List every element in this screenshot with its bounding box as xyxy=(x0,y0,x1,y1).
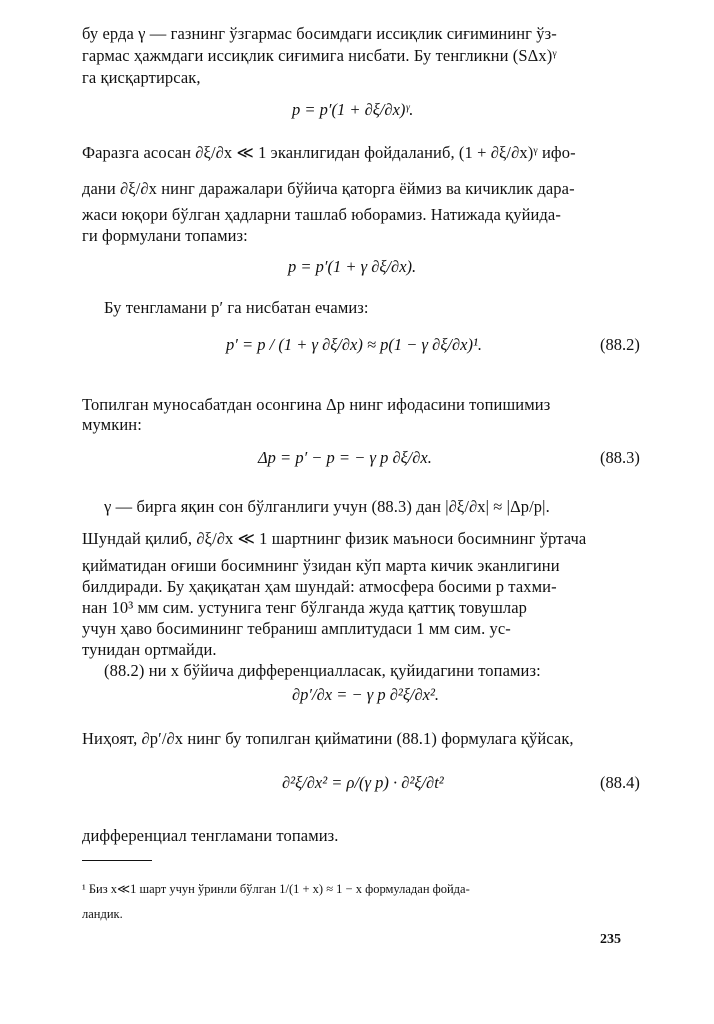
equation-4: Δp = p′ − p = − γ p ∂ξ/∂x. xyxy=(258,448,432,467)
text-line: жаси юқори бўлган ҳадларни ташлаб юборамиз. Натижада қуйида- xyxy=(82,205,561,224)
equation-number: (88.2) xyxy=(600,335,640,354)
footnote-rule xyxy=(82,860,152,861)
text-line: Фаразга асосан ∂ξ/∂x ≪ 1 эканлигидан фойдаланиб, (1 + ∂ξ/∂x)ᵞ ифо- xyxy=(82,143,576,162)
text-line: билдиради. Бу ҳақиқатан ҳам шундай: атмосфера босими p тахми- xyxy=(82,577,557,596)
equation-1: p = p′(1 + ∂ξ/∂x)ᵞ. xyxy=(292,100,414,119)
text-line: Бу тенгламани p′ га нисбатан ечамиз: xyxy=(104,298,369,317)
text-line: дани ∂ξ/∂x нинг даражалари бўйича қаторга ёймиз ва кичиклик дара- xyxy=(82,179,575,198)
equation-number: (88.4) xyxy=(600,773,640,792)
equation-number: (88.3) xyxy=(600,448,640,467)
equation-5: ∂p′/∂x = − γ p ∂²ξ/∂x². xyxy=(292,685,440,704)
page-number: 235 xyxy=(600,932,621,947)
text-line: дифференциал тенгламани топамиз. xyxy=(82,826,339,845)
text-line: мумкин: xyxy=(82,415,142,434)
text-line: Ниҳоят, ∂p′/∂x нинг бу топилган қийматини (88.1) формулага қўйсак, xyxy=(82,729,574,748)
equation-3: p′ = p / (1 + γ ∂ξ/∂x) ≈ p(1 − γ ∂ξ/∂x)¹. xyxy=(226,335,483,354)
text-line: нан 10³ мм сим. устунига тенг бўлганда жуда қаттиқ товушлар xyxy=(82,598,528,617)
equation-6: ∂²ξ/∂x² = ρ/(γ p) · ∂²ξ/∂t² xyxy=(282,773,444,792)
text-line: бу ерда γ — газнинг ўзгармас босимдаги иссиқлик сиғимининг ўз- xyxy=(82,24,557,43)
text-line: Шундай қилиб, ∂ξ/∂x ≪ 1 шартнинг физик маъноси босимнинг ўртача xyxy=(82,529,587,548)
text-line: Топилган муносабатдан осонгина Δp нинг ифодасини топишимиз xyxy=(82,395,551,414)
equation-2: p = p′(1 + γ ∂ξ/∂x). xyxy=(288,257,417,276)
text-line: га қисқартирсак, xyxy=(82,68,201,87)
footnote-line: ландик. xyxy=(82,907,123,921)
text-line: (88.2) ни x бўйича дифференциаллаcак, қуйидагини топамиз: xyxy=(104,661,541,680)
text-line: қийматидан оғиши босимнинг ўзидан кўп марта кичик эканлигини xyxy=(82,556,560,575)
footnote-line: ¹ Биз x≪1 шарт учун ўринли бўлган 1/(1 + x) ≈ 1 − x формуладан фойда- xyxy=(82,882,470,896)
text-line: тунидан ортмайди. xyxy=(82,640,217,659)
text-line: учун ҳаво босимининг тебраниш амплитудаси 1 мм сим. ус- xyxy=(82,619,511,638)
text-line: γ — бирга яқин сон бўлганлиги учун (88.3) дан |∂ξ/∂x| ≈ |Δp/p|. xyxy=(104,497,550,516)
text-line: ги формулани топамиз: xyxy=(82,226,248,245)
text-line: гармас ҳажмдаги иссиқлик сиғимига нисбати. Бу тенгликни (SΔx)ᵞ xyxy=(82,46,557,65)
